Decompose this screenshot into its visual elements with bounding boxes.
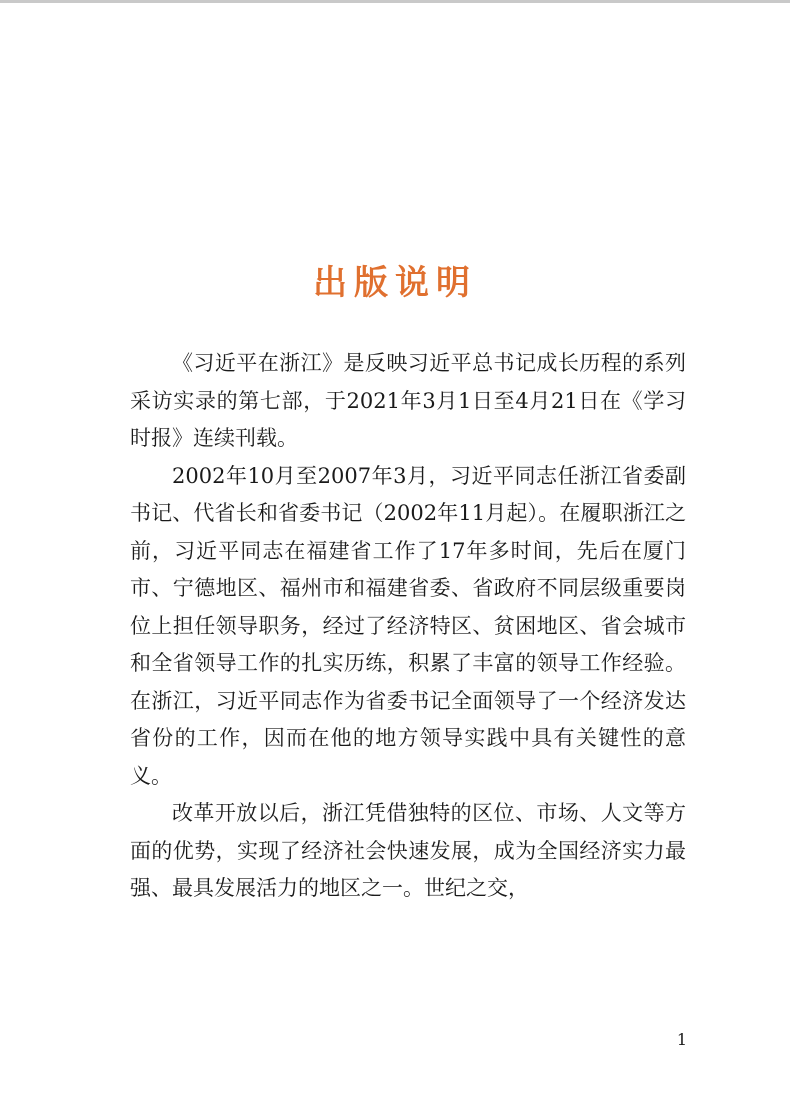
page-title: 出版说明 [313,262,477,303]
page-number: 1 [676,1030,687,1049]
paragraph-2: 2002年10月至2007年3月，习近平同志任浙江省委副书记、代省长和省委书记（2002年11月起）。在履职浙江之前，习近平同志在福建省工作了17年多时间，先后在厦门市、宁德地区、福州市和福建省委、省政府不同层级重要岗位上担任领导职务，经过了经济特区、贫困地区、省会城市和全省领导工作的扎实历练，积累了丰富的领导工作经验。在浙江，习近平同志作为省委书记全面领导了一个经济发达省份的工作，因而在他的地方领导实践中具有关键性的意义。 [130,463,686,788]
paragraph-1: 《习近平在浙江》是反映习近平总书记成长历程的系列采访实录的第七部，于2021年3月1日至4月21日在《学习时报》连续刊载。 [130,351,686,450]
top-border [0,0,790,3]
body-text [130,345,686,908]
paragraph-3: 改革开放以后，浙江凭借独特的区位、市场、人文等方面的优势，实现了经济社会快速发展，成为全国经济实力最强、最具发展活力的地区之一。世纪之交， [130,801,686,900]
